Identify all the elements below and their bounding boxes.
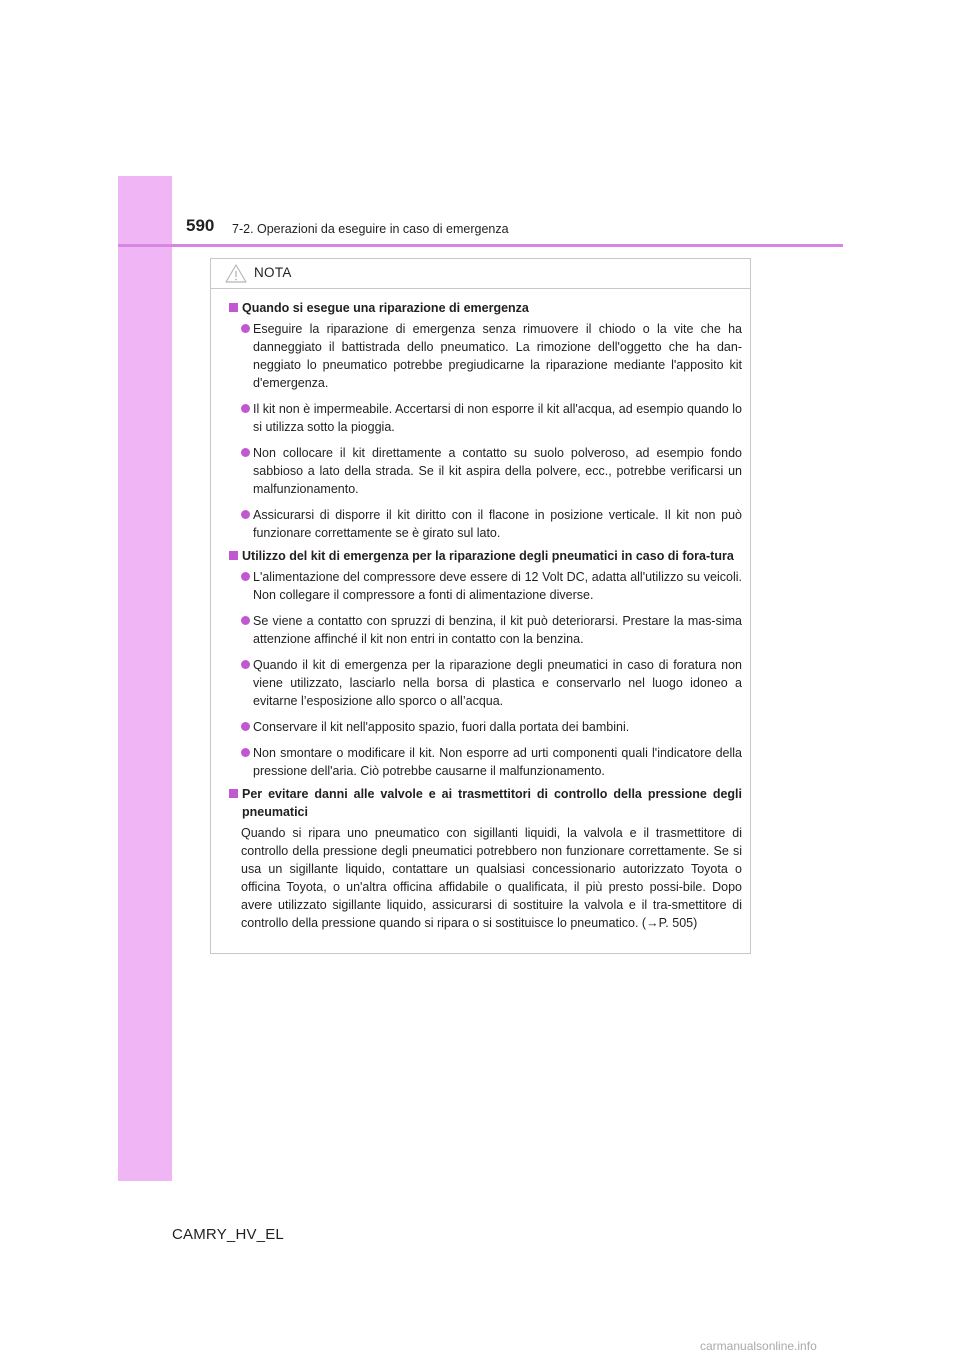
square-bullet-icon bbox=[229, 303, 238, 312]
list-item: Non smontare o modificare il kit. Non esporre ad urti componenti quali l'indicatore della pressione dell'aria. Ciò potrebbe causarne il malfunzionamento. bbox=[241, 744, 742, 780]
section-heading: Utilizzo del kit di emergenza per la riparazione degli pneumatici in caso di fora-tura bbox=[229, 547, 742, 565]
nota-header bbox=[211, 259, 750, 289]
page-number: 590 bbox=[186, 216, 215, 235]
list-item: Assicurarsi di disporre il kit diritto con il flacone in posizione verticale. Il kit non può funzionare correttamente se è girato sul lato. bbox=[241, 506, 742, 542]
list-item: Conservare il kit nell'apposito spazio, fuori dalla portata dei bambini. bbox=[241, 718, 742, 736]
round-bullet-icon bbox=[241, 722, 250, 731]
nota-body bbox=[211, 299, 750, 932]
section-heading: Per evitare danni alle valvole e ai trasmettitori di controllo della pressione degli pneumatici bbox=[229, 785, 742, 821]
round-bullet-icon bbox=[241, 404, 250, 413]
square-bullet-icon bbox=[229, 789, 238, 798]
header-rule bbox=[118, 244, 843, 247]
round-bullet-icon bbox=[241, 448, 250, 457]
footer-model-code: CAMRY_HV_EL bbox=[172, 1226, 284, 1243]
list-item: L'alimentazione del compressore deve essere di 12 Volt DC, adatta all'utilizzo su veicoli. Non collegare il compressore a fonti di alimentazione diverse. bbox=[241, 568, 742, 604]
chapter-side-tab bbox=[118, 176, 172, 1181]
list-item: Il kit non è impermeabile. Accertarsi di non esporre il kit all'acqua, ad esempio quando lo si utilizza sotto la pioggia. bbox=[241, 400, 742, 436]
section-paragraph: Quando si ripara uno pneumatico con sigillanti liquidi, la valvola e il trasmettitore di controllo della pressione degli pneumatici potrebbero non funzionare correttamente. Se si usa un sigillante liquido, contattare un qualsiasi concessionario autorizzato Toyota o officina Toyota, o un'altra officina affidabile o qualificata, il più presto possi-bile. Dopo avere utilizzato sigillante liquido, assicurarsi di sostituire la valvola e il tra-smettitore di controllo della pressione quando si ripara o si sostituisce lo pneumatico. (→P. 505) bbox=[241, 826, 742, 930]
round-bullet-icon bbox=[241, 616, 250, 625]
round-bullet-icon bbox=[241, 572, 250, 581]
round-bullet-icon bbox=[241, 510, 250, 519]
list-item: Eseguire la riparazione di emergenza senza rimuovere il chiodo o la vite che ha danneggiato il battistrada dello pneumatico. La rimozione dell'oggetto che ha dan-neggiato lo pneumatico potrebbe pregiudicarne la riparazione mediante l'apposito kit d'emergenza. bbox=[241, 320, 742, 392]
section-heading: Quando si esegue una riparazione di emergenza bbox=[229, 299, 742, 317]
list-item: Se viene a contatto con spruzzi di benzina, il kit può deteriorarsi. Prestare la mas-sima attenzione affinché il kit non entri in contatto con la benzina. bbox=[241, 612, 742, 648]
section-title: 7-2. Operazioni da eseguire in caso di emergenza bbox=[232, 222, 509, 236]
watermark: carmanualsonline.info bbox=[700, 1339, 817, 1353]
round-bullet-icon bbox=[241, 748, 250, 757]
square-bullet-icon bbox=[229, 551, 238, 560]
list-item: Non collocare il kit direttamente a contatto su suolo polveroso, ad esempio fondo sabbioso a lato della strada. Se il kit aspira della polvere, ecc., potrebbe verificarsi un malfunzionamento. bbox=[241, 444, 742, 498]
list-item: Quando il kit di emergenza per la riparazione degli pneumatici in caso di foratura non viene utilizzato, lasciarlo nella borsa di plastica e conservarlo nel luogo idoneo a evitarne l’esposizione allo sporco o all’acqua. bbox=[241, 656, 742, 710]
warning-triangle-icon bbox=[225, 264, 247, 283]
nota-box bbox=[210, 258, 751, 954]
round-bullet-icon bbox=[241, 324, 250, 333]
round-bullet-icon bbox=[241, 660, 250, 669]
nota-label: NOTA bbox=[254, 265, 292, 280]
